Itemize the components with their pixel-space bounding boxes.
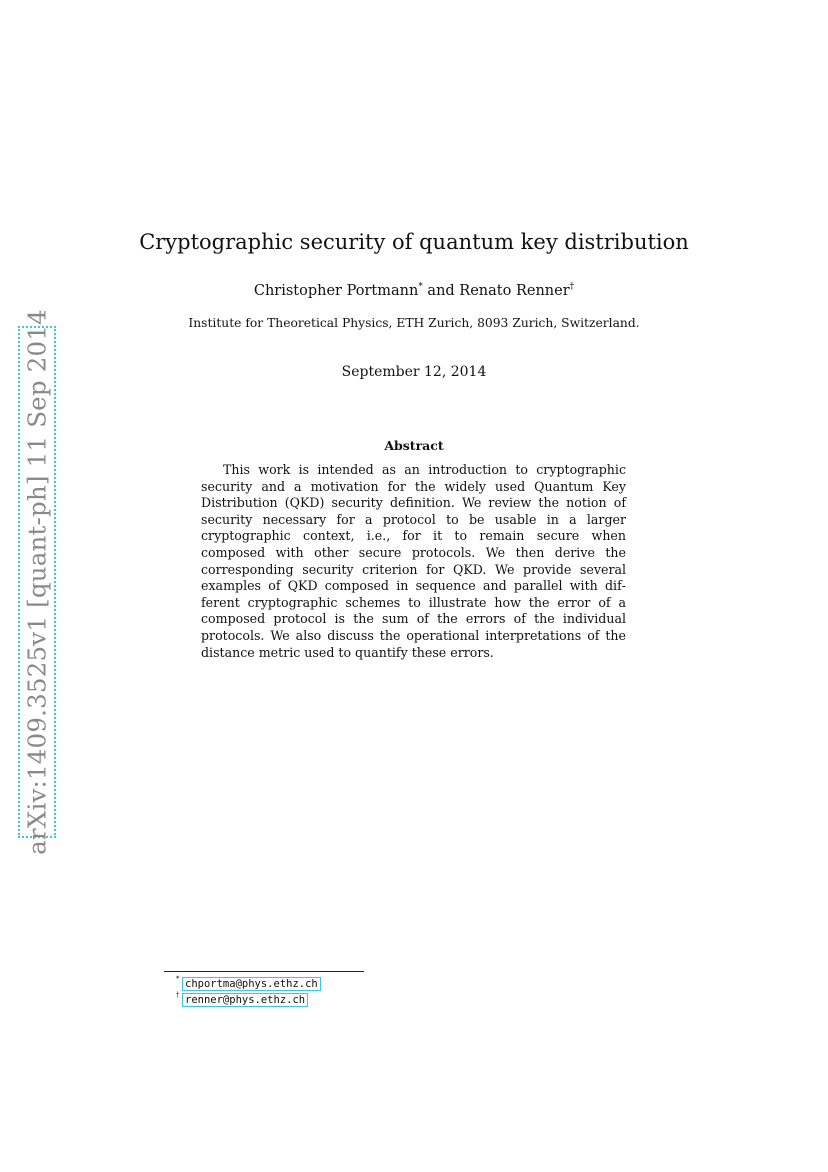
author-portmann: Christopher Portmann — [253, 282, 419, 299]
paper-title: Cryptographic security of quantum key distribution — [139, 230, 689, 254]
footnote-1 — [176, 975, 321, 990]
footnote-rule — [164, 971, 364, 972]
author-renner: and Renato Renner — [422, 282, 570, 299]
footnote-1-mark: * — [176, 975, 180, 983]
footnote-mark-1: * — [418, 282, 423, 292]
abstract-heading: Abstract — [384, 438, 444, 453]
affiliation: Institute for Theoretical Physics, ETH Zurich, 8093 Zurich, Switzerland. — [188, 316, 640, 330]
email-link-portmann[interactable]: chportma@phys.ethz.ch — [182, 977, 321, 991]
footnote-2-mark: † — [176, 991, 180, 999]
footnote-mark-2: † — [569, 282, 575, 292]
author-line — [0, 282, 828, 299]
arxiv-identifier-stamp[interactable] — [18, 309, 56, 855]
abstract-body: This work is intended as an introduction to cryptographic security and a motivation for the widely used Quantum Key Distribution (QKD) security definition. We review the notion of security necessary for a protocol to be usable in a larger cryptographic context, i.e., for it to remain secure when composed with other secure protocols. We then derive the corresponding security criterion for QKD. We provide several examples of QKD composed in sequence and parallel with different cryptographic schemes to illustrate how the error of a composed protocol is the sum of the errors of the individual protocols. We also discuss the operational interpretations of the distance metric used to quantify these errors. — [201, 462, 626, 660]
footnote-2 — [176, 991, 308, 1006]
publication-date: September 12, 2014 — [341, 364, 487, 380]
arxiv-identifier-text: arXiv:1409.3525v1 [quant-ph] 11 Sep 2014 — [22, 309, 52, 855]
email-link-renner[interactable]: renner@phys.ethz.ch — [182, 993, 308, 1007]
